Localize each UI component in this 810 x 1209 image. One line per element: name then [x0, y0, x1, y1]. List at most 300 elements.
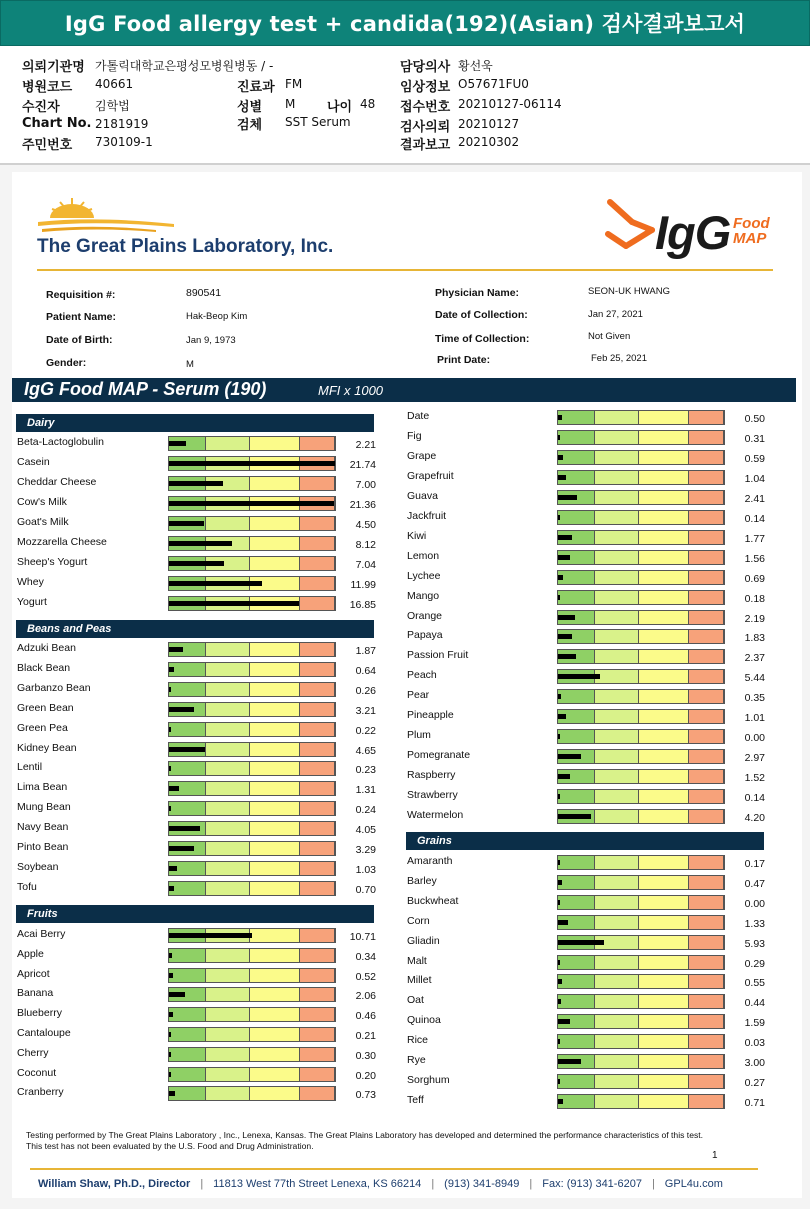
- result-bar-track: [557, 855, 725, 870]
- result-value: 2.19: [744, 613, 765, 625]
- result-bar-fill: [169, 501, 334, 506]
- food-name: Mango: [407, 590, 440, 602]
- result-bar-track: [557, 875, 725, 890]
- range-zone: [300, 683, 335, 696]
- result-value: 0.31: [744, 433, 765, 445]
- range-zone: [558, 730, 595, 743]
- range-zone: [300, 882, 335, 895]
- result-value: 2.21: [355, 439, 376, 451]
- range-zone: [300, 723, 335, 736]
- food-name: Sheep's Yogurt: [17, 556, 88, 568]
- range-zone: [639, 1075, 689, 1088]
- range-zone: [689, 1075, 724, 1088]
- result-bar-fill: [558, 979, 562, 984]
- gender-value: M: [186, 359, 194, 370]
- range-zone: [169, 663, 206, 676]
- k-value: M: [285, 97, 296, 111]
- range-zone: [639, 431, 689, 444]
- range-zone: [250, 762, 300, 775]
- page-number: 1: [712, 1150, 718, 1161]
- result-bar-fill: [169, 866, 177, 871]
- food-name: Cheddar Cheese: [17, 476, 97, 488]
- result-bar-track: [557, 1094, 725, 1109]
- food-name: Amaranth: [407, 855, 453, 867]
- result-bar-fill: [558, 654, 576, 659]
- result-value: 0.26: [355, 685, 376, 697]
- result-bar-fill: [558, 900, 560, 905]
- k-label: 의뢰기관명: [22, 60, 85, 75]
- result-bar-fill: [558, 415, 562, 420]
- food-name: Passion Fruit: [407, 649, 469, 661]
- k-label: 성별: [237, 100, 263, 115]
- range-zone: [689, 431, 724, 444]
- range-zone: [689, 710, 724, 723]
- food-name: Soybean: [17, 861, 59, 873]
- result-value: 0.55: [744, 977, 765, 989]
- range-zone: [169, 969, 206, 982]
- k-label: 나이: [327, 100, 353, 115]
- result-value: 1.87: [355, 645, 376, 657]
- range-zone: [595, 750, 640, 763]
- result-value: 0.20: [355, 1070, 376, 1082]
- k-value: 48: [360, 97, 376, 111]
- result-bar-fill: [169, 647, 183, 652]
- range-zone: [250, 929, 300, 942]
- result-bar-track: [557, 490, 725, 505]
- range-zone: [250, 1068, 300, 1081]
- range-zone: [206, 437, 251, 450]
- k-value: 730109-1: [95, 135, 153, 149]
- range-zone: [639, 1015, 689, 1028]
- range-zone: [300, 802, 335, 815]
- range-zone: [206, 663, 251, 676]
- range-zone: [595, 876, 640, 889]
- k-label: 병원코드: [22, 80, 73, 95]
- range-zone: [595, 551, 640, 564]
- result-bar-track: [557, 649, 725, 664]
- result-bar-track: [168, 496, 336, 511]
- range-zone: [169, 1008, 206, 1021]
- result-value: 5.44: [744, 672, 765, 684]
- result-value: 5.93: [744, 938, 765, 950]
- range-zone: [206, 1028, 251, 1041]
- result-bar-fill: [558, 774, 570, 779]
- result-bar-track: [557, 410, 725, 425]
- result-bar-track: [557, 749, 725, 764]
- range-zone: [558, 995, 595, 1008]
- result-value: 7.04: [355, 559, 376, 571]
- k-label: 접수번호: [400, 100, 451, 115]
- result-value: 1.01: [744, 712, 765, 724]
- result-bar-track: [557, 689, 725, 704]
- result-bar-track: [557, 510, 725, 525]
- range-zone: [595, 471, 640, 484]
- header-gold-rule: [37, 269, 773, 271]
- food-name: Banana: [17, 987, 54, 999]
- range-zone: [639, 471, 689, 484]
- result-value: 1.77: [744, 533, 765, 545]
- range-zone: [250, 663, 300, 676]
- footer-note: Testing performed by The Great Plains Laboratory , Inc., Lenexa, Kansas. The Great Plains Laboratory has developed and determined the performance characteristics of this test. This test has not been evaluated by the U.S. Food and Drug Administration.: [26, 1130, 704, 1151]
- result-bar-fill: [169, 667, 174, 672]
- range-zone: [595, 730, 640, 743]
- result-value: 0.71: [744, 1097, 765, 1109]
- range-zone: [300, 1008, 335, 1021]
- range-zone: [206, 988, 251, 1001]
- result-value: 11.99: [350, 579, 376, 591]
- range-zone: [250, 723, 300, 736]
- range-zone: [639, 995, 689, 1008]
- result-bar-fill: [169, 521, 204, 526]
- result-bar-track: [168, 928, 336, 943]
- result-bar-track: [168, 662, 336, 677]
- range-zone: [689, 856, 724, 869]
- range-zone: [300, 517, 335, 530]
- range-zone: [639, 770, 689, 783]
- result-bar-track: [168, 556, 336, 571]
- result-bar-track: [557, 1074, 725, 1089]
- range-zone: [558, 411, 595, 424]
- gender-label: Gender:: [46, 357, 87, 369]
- k-label: 검사의뢰: [400, 120, 451, 135]
- food-name: Rye: [407, 1054, 426, 1066]
- result-value: 1.31: [355, 784, 376, 796]
- range-zone: [595, 975, 640, 988]
- result-bar-track: [168, 742, 336, 757]
- result-value: 7.00: [355, 479, 376, 491]
- result-value: 0.29: [744, 958, 765, 970]
- range-zone: [595, 856, 640, 869]
- result-value: 1.83: [744, 632, 765, 644]
- collection-date-label: Date of Collection:: [435, 309, 528, 321]
- result-value: 0.70: [355, 884, 376, 896]
- food-name: Oat: [407, 994, 424, 1006]
- result-bar-fill: [558, 920, 568, 925]
- result-bar-fill: [558, 960, 560, 965]
- result-bar-fill: [169, 707, 194, 712]
- result-bar-fill: [558, 1059, 581, 1064]
- range-zone: [206, 862, 251, 875]
- result-bar-fill: [169, 601, 299, 606]
- requisition-value: 890541: [186, 287, 222, 299]
- range-zone: [689, 896, 724, 909]
- result-bar-track: [168, 682, 336, 697]
- result-bar-track: [557, 895, 725, 910]
- result-bar-fill: [558, 794, 560, 799]
- print-date-label: Print Date:: [437, 354, 491, 366]
- range-zone: [689, 956, 724, 969]
- report-header-band: [0, 0, 810, 46]
- food-name: Rice: [407, 1034, 429, 1046]
- range-zone: [206, 969, 251, 982]
- k-value: 20210302: [458, 135, 520, 149]
- result-bar-track: [168, 1007, 336, 1022]
- range-zone: [300, 1028, 335, 1041]
- result-bar-track: [557, 430, 725, 445]
- result-value: 1.04: [744, 473, 765, 485]
- food-name: Green Bean: [17, 702, 74, 714]
- print-date-value: Feb 25, 2021: [591, 353, 647, 364]
- range-zone: [595, 1015, 640, 1028]
- result-bar-fill: [169, 846, 194, 851]
- range-zone: [250, 437, 300, 450]
- range-zone: [595, 956, 640, 969]
- range-zone: [639, 551, 689, 564]
- range-zone: [689, 551, 724, 564]
- range-zone: [300, 577, 335, 590]
- range-zone: [300, 929, 335, 942]
- range-zone: [206, 1048, 251, 1061]
- result-value: 1.33: [744, 918, 765, 930]
- range-zone: [595, 431, 640, 444]
- result-bar-fill: [558, 515, 560, 520]
- result-bar-track: [557, 915, 725, 930]
- range-zone: [300, 862, 335, 875]
- range-zone: [595, 770, 640, 783]
- range-zone: [300, 969, 335, 982]
- range-zone: [689, 790, 724, 803]
- food-name: Kidney Bean: [17, 742, 77, 754]
- result-value: 21.74: [349, 459, 376, 471]
- result-value: 3.21: [355, 705, 376, 717]
- food-name: Jackfruit: [407, 510, 447, 522]
- dob-label: Date of Birth:: [46, 334, 113, 346]
- food-name: Papaya: [407, 629, 443, 641]
- range-zone: [639, 956, 689, 969]
- result-bar-fill: [169, 973, 173, 978]
- result-value: 1.56: [744, 553, 765, 565]
- result-bar-track: [557, 530, 725, 545]
- food-name: Grapefruit: [407, 470, 454, 482]
- range-zone: [558, 956, 595, 969]
- range-zone: [595, 670, 640, 683]
- food-name: Kiwi: [407, 530, 427, 542]
- range-zone: [689, 936, 724, 949]
- result-value: 2.06: [355, 990, 376, 1002]
- result-bar-track: [557, 610, 725, 625]
- result-bar-track: [168, 476, 336, 491]
- range-zone: [689, 491, 724, 504]
- collection-time-label: Time of Collection:: [435, 333, 530, 345]
- food-name: Teff: [407, 1094, 424, 1106]
- result-value: 0.27: [744, 1077, 765, 1089]
- footer-gold-rule: [30, 1168, 758, 1170]
- result-value: 0.50: [744, 413, 765, 425]
- food-name: Coconut: [17, 1067, 57, 1079]
- range-zone: [300, 1087, 335, 1100]
- result-bar-track: [168, 761, 336, 776]
- result-value: 0.34: [355, 951, 376, 963]
- k-value: 20210127: [458, 117, 520, 131]
- result-bar-track: [168, 536, 336, 551]
- range-zone: [250, 862, 300, 875]
- food-name: Grape: [407, 450, 437, 462]
- range-zone: [639, 690, 689, 703]
- result-value: 2.37: [744, 652, 765, 664]
- range-zone: [300, 557, 335, 570]
- range-zone: [639, 491, 689, 504]
- result-value: 2.97: [744, 752, 765, 764]
- range-zone: [206, 1087, 251, 1100]
- range-zone: [595, 491, 640, 504]
- range-zone: [206, 517, 251, 530]
- result-value: 0.21: [355, 1030, 376, 1042]
- range-zone: [639, 630, 689, 643]
- range-zone: [639, 670, 689, 683]
- range-zone: [595, 451, 640, 464]
- k-label: 수진자: [22, 100, 60, 115]
- footer-director: William Shaw, Ph.D., Director: [38, 1178, 191, 1190]
- range-zone: [595, 630, 640, 643]
- result-bar-fill: [558, 734, 560, 739]
- result-value: 0.44: [744, 997, 765, 1009]
- footer-address: 11813 West 77th Street Lenexa, KS 66214: [213, 1178, 422, 1190]
- result-value: 0.17: [744, 858, 765, 870]
- physician-value: SEON-UK HWANG: [588, 286, 670, 297]
- result-bar-fill: [169, 1072, 171, 1077]
- range-zone: [206, 782, 251, 795]
- range-zone: [206, 842, 251, 855]
- range-zone: [558, 591, 595, 604]
- range-zone: [300, 762, 335, 775]
- range-zone: [169, 1068, 206, 1081]
- result-bar-track: [557, 470, 725, 485]
- range-zone: [595, 995, 640, 1008]
- food-name: Peach: [407, 669, 437, 681]
- range-zone: [689, 995, 724, 1008]
- result-bar-track: [168, 841, 336, 856]
- k-value: 20210127-06114: [458, 97, 562, 111]
- range-zone: [595, 571, 640, 584]
- food-name: Beta-Lactoglobulin: [17, 436, 104, 448]
- result-bar-fill: [558, 1039, 560, 1044]
- food-name: Lima Bean: [17, 781, 68, 793]
- range-zone: [639, 916, 689, 929]
- result-value: 1.52: [744, 772, 765, 784]
- result-value: 0.24: [355, 804, 376, 816]
- food-name: Navy Bean: [17, 821, 69, 833]
- result-value: 0.52: [355, 971, 376, 983]
- result-bar-track: [168, 722, 336, 737]
- range-zone: [639, 1035, 689, 1048]
- result-value: 1.59: [744, 1017, 765, 1029]
- k-value: 2181919: [95, 117, 149, 131]
- result-value: 21.36: [349, 499, 376, 511]
- food-name: Malt: [407, 955, 427, 967]
- range-zone: [689, 730, 724, 743]
- range-zone: [558, 975, 595, 988]
- range-zone: [300, 842, 335, 855]
- range-zone: [206, 802, 251, 815]
- range-zone: [250, 517, 300, 530]
- result-value: 4.05: [355, 824, 376, 836]
- result-bar-fill: [169, 933, 252, 938]
- range-zone: [558, 451, 595, 464]
- range-zone: [639, 591, 689, 604]
- result-bar-fill: [558, 634, 572, 639]
- food-name: Whey: [17, 576, 44, 588]
- range-zone: [300, 437, 335, 450]
- food-name: Buckwheat: [407, 895, 459, 907]
- result-bar-fill: [169, 953, 172, 958]
- k-label: 임상정보: [400, 80, 451, 95]
- result-bar-track: [557, 590, 725, 605]
- food-name: Plum: [407, 729, 431, 741]
- result-bar-fill: [169, 886, 174, 891]
- collection-date-value: Jan 27, 2021: [588, 309, 643, 320]
- result-bar-fill: [169, 747, 205, 752]
- result-bar-fill: [169, 461, 335, 466]
- range-zone: [300, 822, 335, 835]
- range-zone: [300, 782, 335, 795]
- result-value: 0.00: [744, 898, 765, 910]
- range-zone: [169, 882, 206, 895]
- result-value: 0.30: [355, 1050, 376, 1062]
- range-zone: [206, 743, 251, 756]
- range-zone: [689, 650, 724, 663]
- range-zone: [250, 802, 300, 815]
- food-name: Blueberry: [17, 1007, 62, 1019]
- result-value: 4.20: [744, 812, 765, 824]
- range-zone: [206, 703, 251, 716]
- result-bar-track: [168, 1067, 336, 1082]
- result-bar-fill: [558, 754, 581, 759]
- range-zone: [250, 1008, 300, 1021]
- range-zone: [300, 597, 335, 610]
- k-label: 진료과: [237, 80, 275, 95]
- range-zone: [639, 710, 689, 723]
- food-name: Yogurt: [17, 596, 47, 608]
- result-value: 0.35: [744, 692, 765, 704]
- range-zone: [595, 916, 640, 929]
- range-zone: [558, 511, 595, 524]
- result-bar-fill: [169, 441, 186, 446]
- range-zone: [250, 703, 300, 716]
- result-bar-fill: [558, 860, 560, 865]
- result-value: 0.64: [355, 665, 376, 677]
- result-bar-track: [557, 935, 725, 950]
- result-bar-track: [168, 516, 336, 531]
- result-bar-track: [168, 576, 336, 591]
- range-zone: [639, 876, 689, 889]
- range-zone: [558, 571, 595, 584]
- result-bar-track: [557, 1054, 725, 1069]
- result-bar-fill: [558, 455, 563, 460]
- range-zone: [595, 1075, 640, 1088]
- range-zone: [300, 988, 335, 1001]
- food-name: Lychee: [407, 570, 441, 582]
- patient-name-label: Patient Name:: [46, 311, 117, 323]
- range-zone: [595, 411, 640, 424]
- result-bar-track: [168, 948, 336, 963]
- result-bar-fill: [558, 595, 560, 600]
- result-bar-fill: [169, 687, 171, 692]
- range-zone: [689, 916, 724, 929]
- report-title-bar: [12, 378, 796, 402]
- food-name: Sorghum: [407, 1074, 450, 1086]
- range-zone: [689, 451, 724, 464]
- footer-website: GPL4u.com: [664, 1178, 723, 1190]
- result-value: 2.41: [744, 493, 765, 505]
- result-bar-track: [557, 450, 725, 465]
- range-zone: [689, 1055, 724, 1068]
- range-zone: [558, 876, 595, 889]
- range-zone: [595, 611, 640, 624]
- k-value: O57671FU0: [458, 77, 529, 91]
- food-name: Gliadin: [407, 935, 440, 947]
- range-zone: [639, 810, 689, 823]
- report-title: IgG Food MAP - Serum (190): [24, 379, 267, 399]
